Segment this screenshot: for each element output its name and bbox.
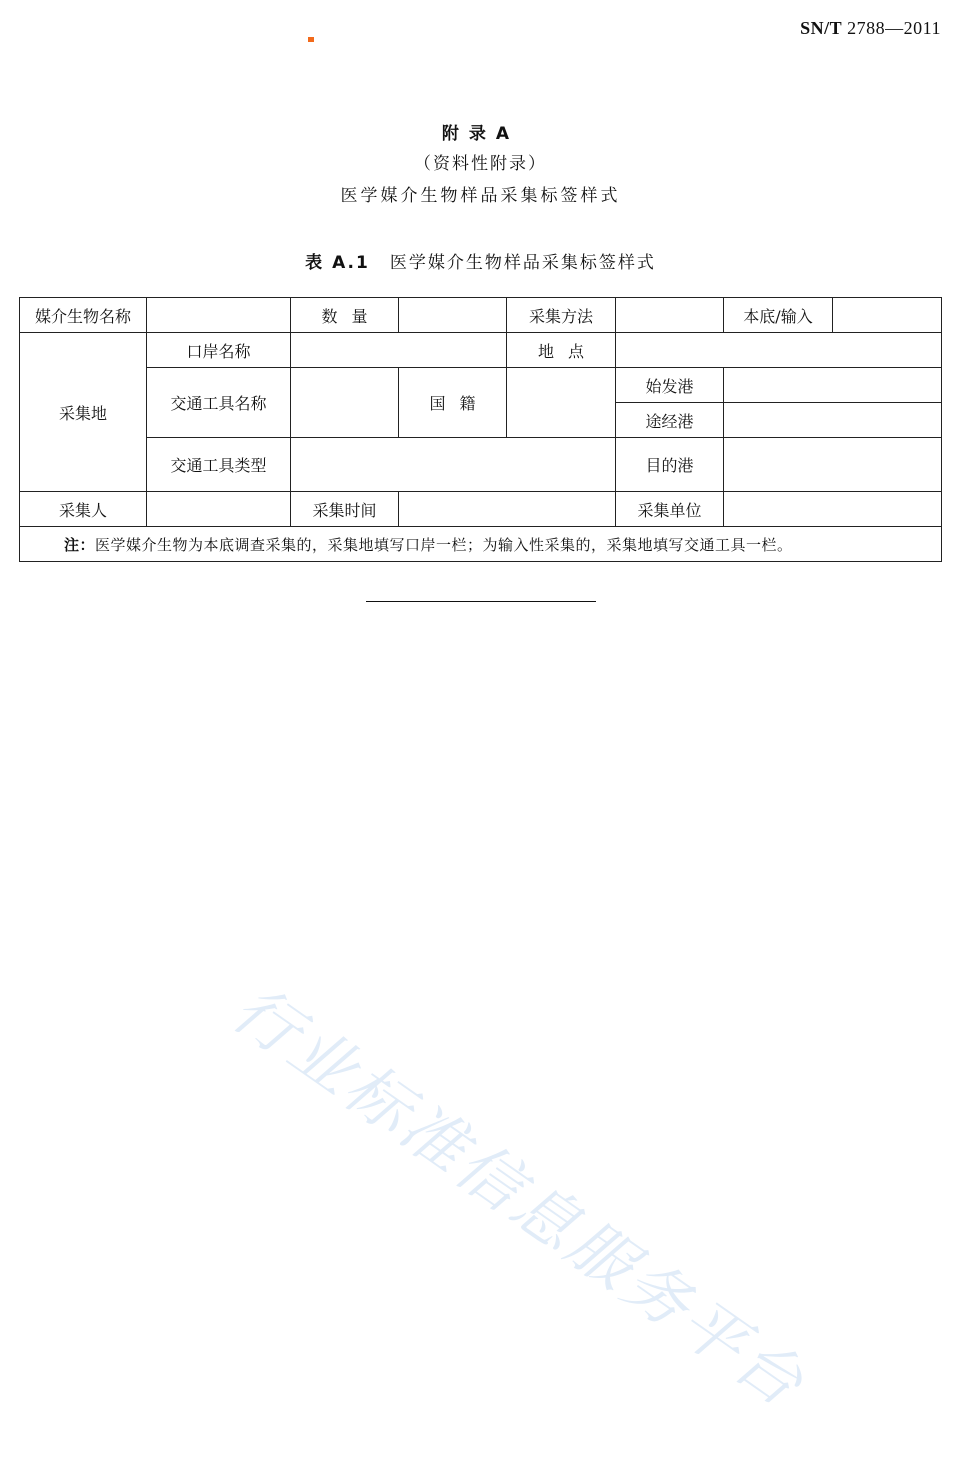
table-row [20,333,942,368]
appendix-nature: （资料性附录） [414,154,547,174]
collector-label: 采集人 [20,492,147,527]
collection-time-label: 采集时间 [291,492,399,527]
destination-port-value[interactable] [724,438,942,492]
collection-time-value[interactable] [399,492,616,527]
port-name-value[interactable] [291,333,507,368]
table-row [20,492,942,527]
transit-port-value[interactable] [724,403,942,438]
vehicle-type-label: 交通工具类型 [147,438,291,492]
vector-name-value[interactable] [147,298,291,333]
local-or-import-label: 本底/输入 [724,298,833,333]
departure-port-value[interactable] [724,368,942,403]
local-or-import-value[interactable] [833,298,942,333]
table-note [20,527,942,562]
collection-site-label: 采集地 [20,333,147,492]
appendix-title: 附录A [441,124,520,144]
collection-method-value[interactable] [616,298,724,333]
table-row [20,527,942,562]
table-row [20,298,942,333]
sample-label-table [19,297,942,562]
transit-port-label: 途经港 [616,403,724,438]
table-row [20,368,942,403]
collection-unit-label: 采集单位 [616,492,724,527]
destination-port-label: 目的港 [616,438,724,492]
note-label: 注： [64,535,96,554]
table-caption-title: 医学媒介生物样品采集标签样式 [389,253,656,273]
vehicle-name-label: 交通工具名称 [147,368,291,438]
standard-code-number: 2788—2011 [842,18,941,38]
orange-mark [308,37,314,42]
collection-method-label: 采集方法 [507,298,616,333]
collector-value[interactable] [147,492,291,527]
note-text: 医学媒介生物为本底调查采集的，采集地填写口岸一栏；为输入性采集的，采集地填写交通工具一栏。 [95,535,793,554]
appendix-heading [0,122,961,214]
watermark: 行业标准信息服务平台 [218,972,819,1423]
standard-code-prefix: SN/T [800,18,843,38]
departure-port-label: 始发港 [616,368,724,403]
quantity-value[interactable] [399,298,507,333]
nationality-value[interactable] [507,368,616,438]
location-label: 地点 [507,333,616,368]
table-caption-number: 表 A.1 [305,253,370,273]
vehicle-type-value[interactable] [291,438,616,492]
location-value[interactable] [616,333,942,368]
collection-unit-value[interactable] [724,492,942,527]
standard-code [800,18,941,39]
vehicle-name-value[interactable] [291,368,399,438]
table-row [20,438,942,492]
appendix-subject: 医学媒介生物样品采集标签样式 [340,186,621,206]
vector-name-label: 媒介生物名称 [20,298,147,333]
quantity-label: 数量 [291,298,399,333]
port-name-label: 口岸名称 [147,333,291,368]
nationality-label: 国籍 [399,368,507,438]
table-caption [0,248,961,273]
end-rule [366,601,596,602]
